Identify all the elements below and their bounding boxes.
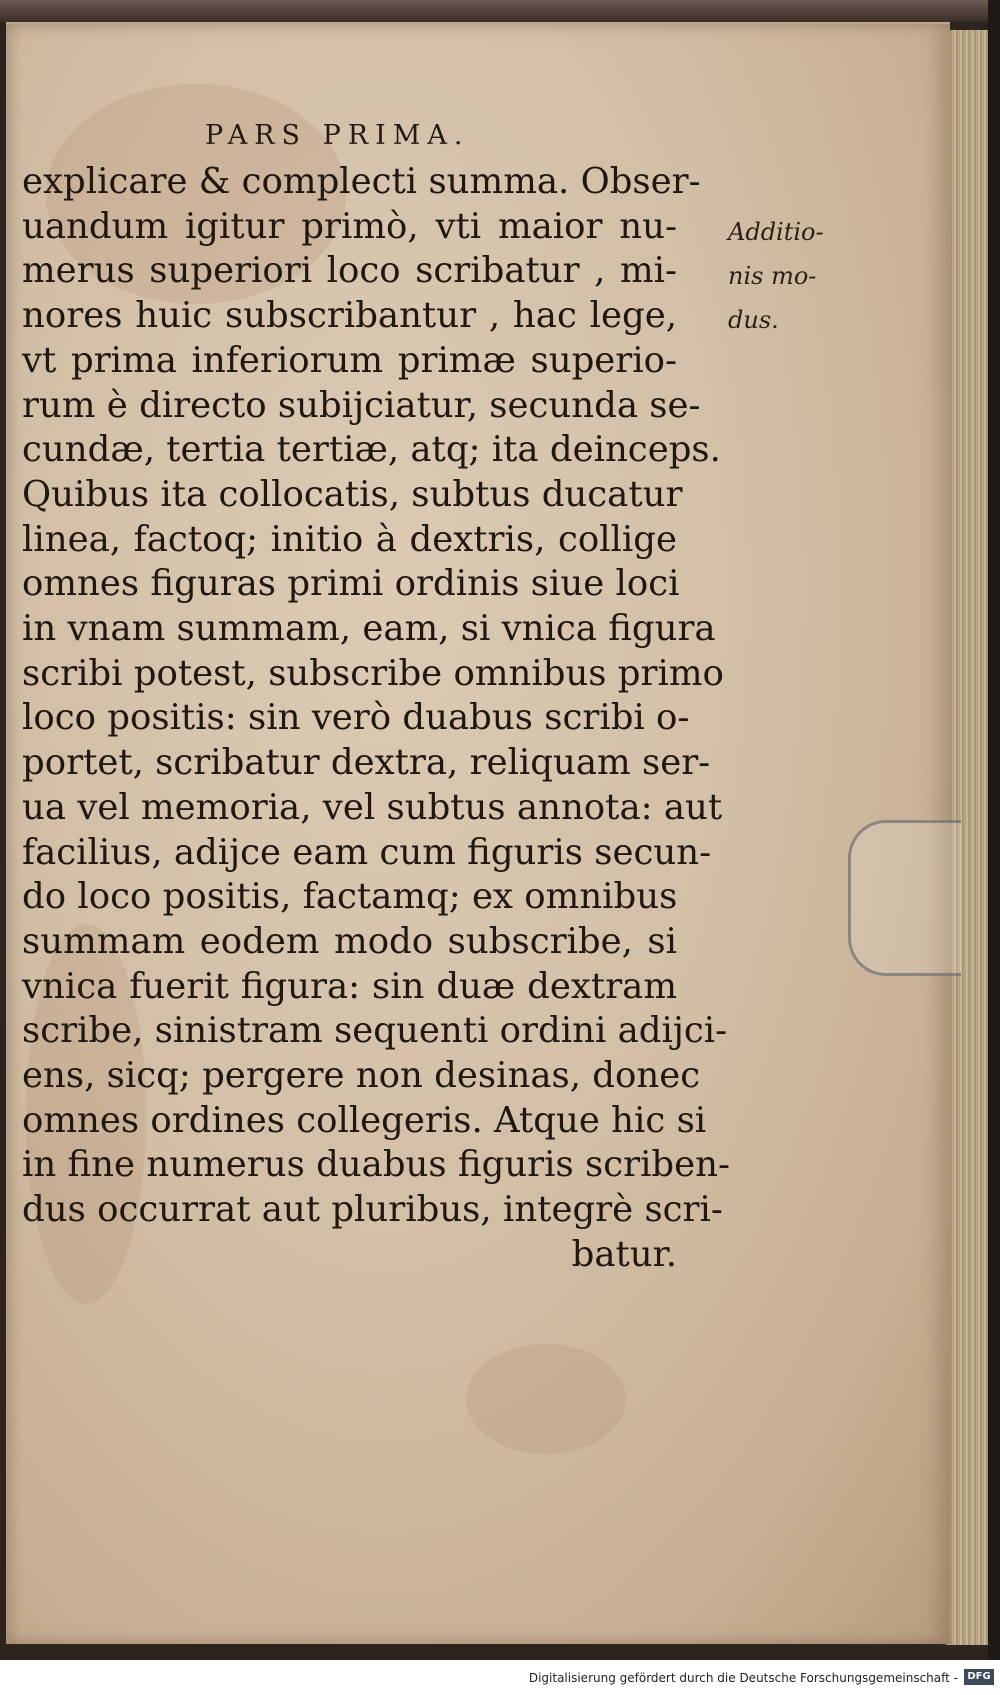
- text-line: summam eodem modo subscribe, si: [22, 920, 677, 962]
- text-line: scribe, sinistram sequenti ordini adijci-: [22, 1010, 728, 1052]
- scanner-top-edge: [0, 0, 1000, 22]
- text-line: scribi potest, subscribe omnibus primo: [22, 652, 724, 694]
- marginal-note-line: nis mo-: [728, 262, 817, 290]
- text-line: facilius, adijce eam cum figuris secun-: [22, 831, 712, 873]
- text-line: portet, scribatur dextra, reliquam ser-: [22, 742, 711, 784]
- marginal-note: [728, 210, 824, 342]
- text-line: ua vel memoria, vel subtus annota: aut: [22, 786, 723, 828]
- digitization-credit: Digitalisierung gefördert durch die Deutsche Forschungsgemeinschaft -: [528, 1671, 958, 1685]
- text-line: nores huic subscribantur , hac lege,: [22, 295, 677, 337]
- text-line: explicare & complecti summa. Obser-: [22, 161, 701, 202]
- text-line: omnes ordines collegeris. Atque hic si: [22, 1099, 707, 1141]
- running-head: PARS PRIMA.: [205, 120, 470, 151]
- text-line: omnes figuras primi ordinis siue loci: [22, 563, 680, 605]
- text-line-last: batur.: [571, 1233, 677, 1275]
- marginal-note-line: Additio-: [728, 218, 824, 246]
- text-line: Quibus ita collocatis, subtus ducatur: [22, 473, 683, 515]
- text-line: in vnam summam, eam, si vnica figura: [22, 608, 716, 650]
- paper-stain: [466, 1344, 626, 1454]
- page-holder-clip: [848, 820, 961, 976]
- body-text: [22, 160, 731, 1278]
- text-line: in fine numerus duabus figuris scriben-: [22, 1144, 731, 1186]
- text-line: rum è directo subijciatur, secunda se-: [22, 384, 701, 426]
- text-line: cundæ, tertia tertiæ, atq; ita deinceps.: [22, 429, 721, 471]
- text-line: ens, sicq; pergere non desinas, donec: [22, 1055, 701, 1097]
- text-line: loco positis: sin verò duabus scribi o-: [22, 697, 690, 739]
- text-line: vt prima inferiorum primæ superio-: [22, 339, 677, 381]
- dfg-logo: DFG: [964, 1669, 994, 1685]
- marginal-note-line: dus.: [728, 306, 779, 334]
- scanner-right-edge: [988, 0, 1000, 1660]
- text-line: dus occurrat aut pluribus, integrè scri-: [22, 1189, 723, 1231]
- text-line: do loco positis, factamq; ex omnibus: [22, 876, 678, 918]
- text-line: linea, factoq; initio à dextris, collige: [22, 518, 677, 560]
- text-line: uandum igitur primò, vti maior nu-: [22, 205, 677, 247]
- text-line: vnica fuerit figura: sin duæ dextram: [22, 965, 677, 1007]
- text-line: merus superiori loco scribatur , mi-: [22, 250, 677, 292]
